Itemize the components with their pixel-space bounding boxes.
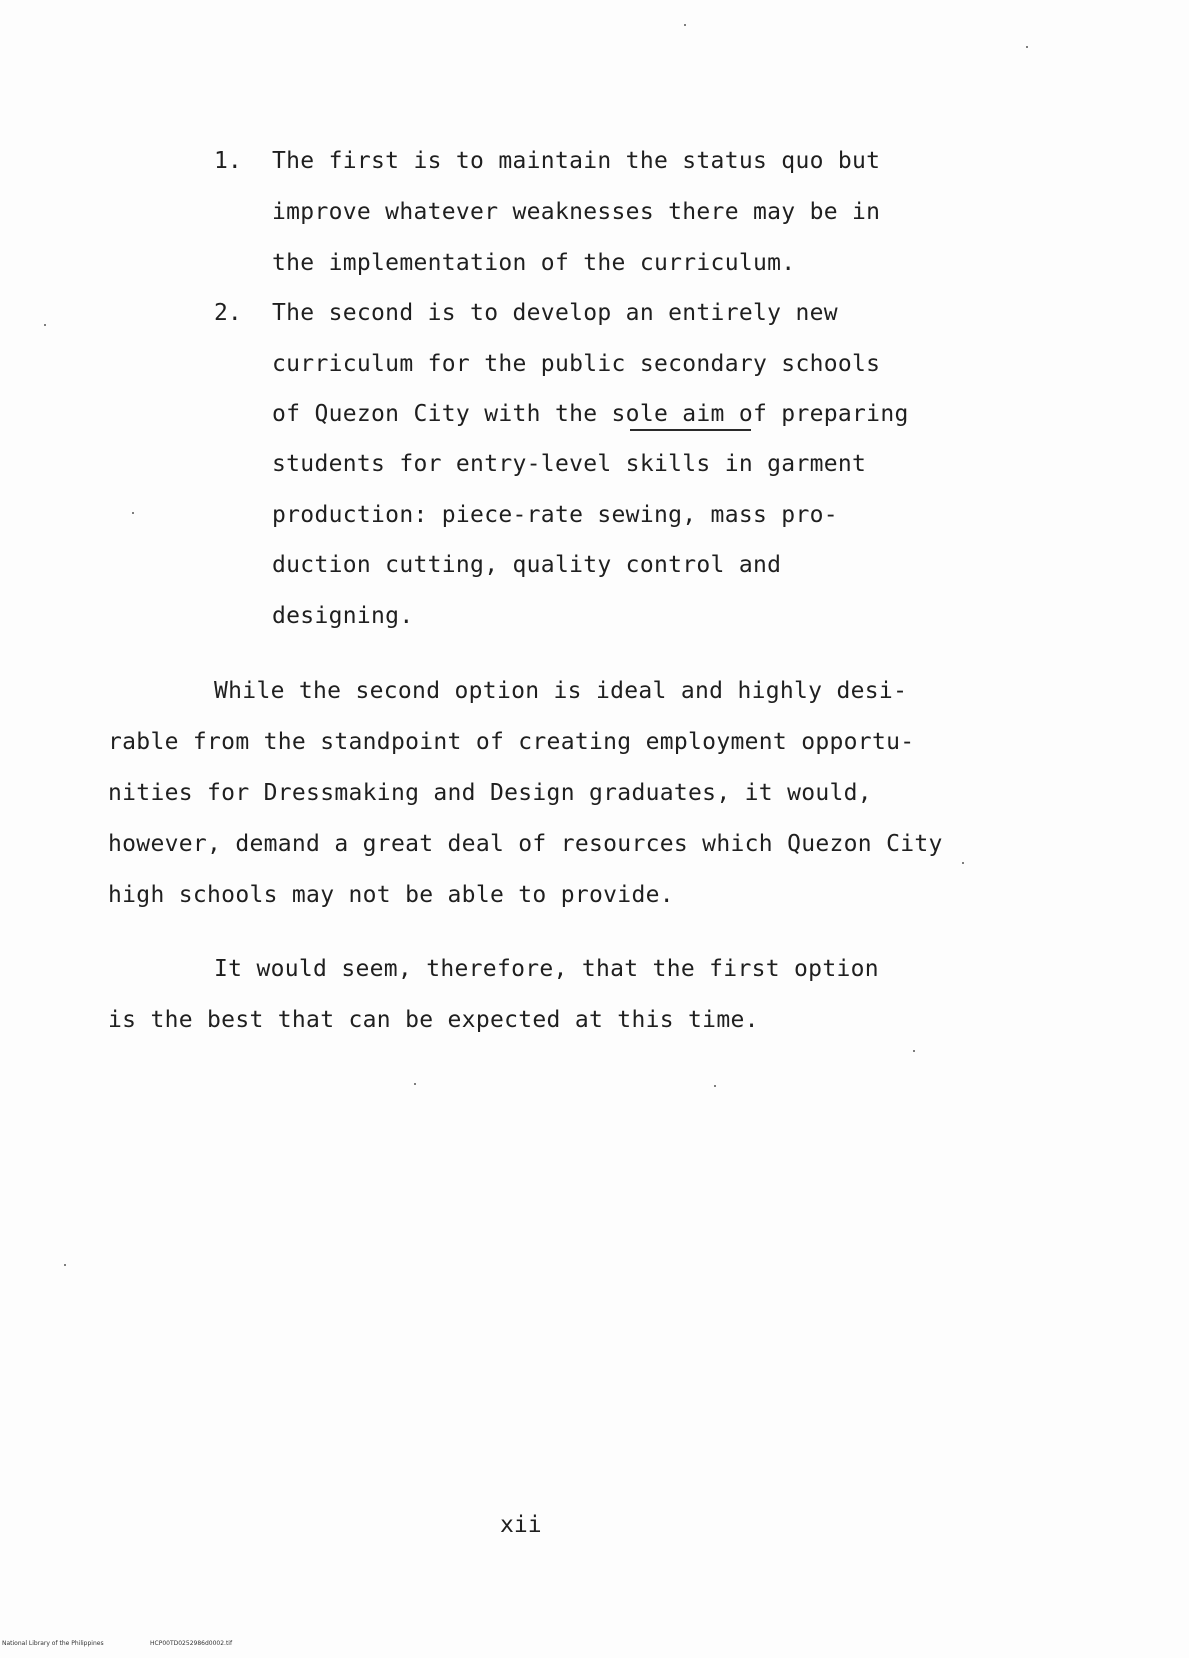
scan-speck <box>132 512 134 514</box>
paragraph-1-line-1: While the second option is ideal and highly desi- <box>214 678 908 704</box>
scan-speck <box>414 1083 416 1085</box>
scan-speck <box>913 1050 915 1052</box>
list-item-2-line-6: duction cutting, quality control and <box>272 552 782 578</box>
list-item-2-line-5: production: piece-rate sewing, mass pro- <box>272 502 838 528</box>
scan-speck <box>714 1085 716 1087</box>
scan-speck <box>64 1264 66 1266</box>
paragraph-1-line-2: rable from the standpoint of creating employment opportu- <box>108 729 915 755</box>
scan-speck <box>44 324 46 326</box>
paragraph-1-line-5: high schools may not be able to provide. <box>108 882 674 908</box>
list-item-2-line-3: of Quezon City with the sole aim of preparing <box>272 401 909 427</box>
sole-aim-underline <box>630 429 751 431</box>
list-marker-2: 2. <box>214 300 242 326</box>
scan-speck <box>684 24 686 26</box>
list-marker-1: 1. <box>214 148 242 174</box>
list-item-2-line-7: designing. <box>272 603 414 629</box>
list-item-1-line-3: the implementation of the curriculum. <box>272 250 796 276</box>
paragraph-2-line-1: It would seem, therefore, that the first option <box>214 956 879 982</box>
list-item-1-line-1: The first is to maintain the status quo but <box>272 148 881 174</box>
page-number: xii <box>500 1512 542 1538</box>
scan-speck <box>1026 46 1028 48</box>
footer-library: National Library of the Philippines <box>2 1640 104 1647</box>
list-item-2-line-1: The second is to develop an entirely new <box>272 300 838 326</box>
list-item-2-line-2: curriculum for the public secondary schools <box>272 351 881 377</box>
paragraph-1-line-4: however, demand a great deal of resources which Quezon City <box>108 831 943 857</box>
paragraph-1-line-3: nities for Dressmaking and Design graduates, it would, <box>108 780 872 806</box>
list-item-2-line-4: students for entry-level skills in garment <box>272 451 867 477</box>
footer-code: HCP00TD0252986d0002.tif <box>150 1640 233 1647</box>
list-item-1-line-2: improve whatever weaknesses there may be in <box>272 199 881 225</box>
paragraph-2-line-2: is the best that can be expected at this time. <box>108 1007 759 1033</box>
scan-speck <box>962 862 964 864</box>
